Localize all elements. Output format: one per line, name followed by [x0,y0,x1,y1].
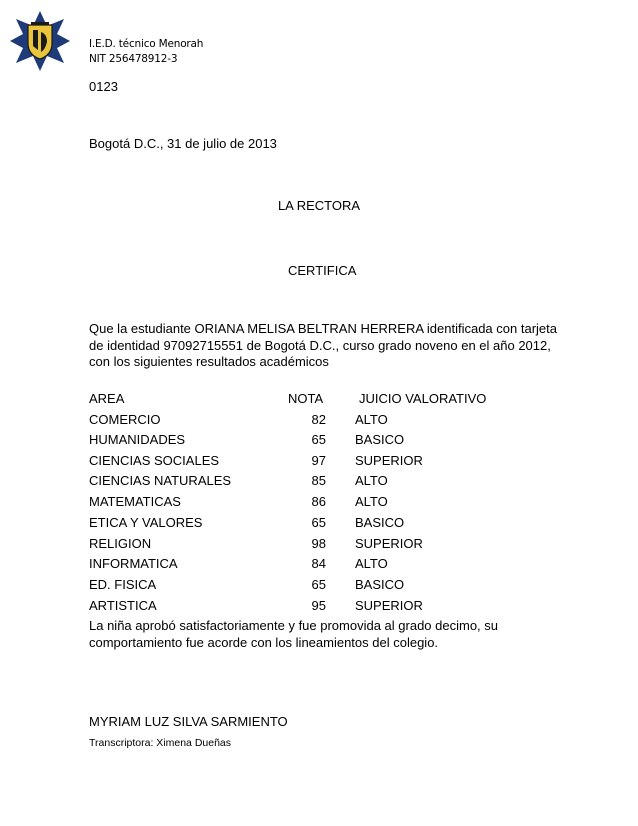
row-juicio: ALTO [355,494,388,509]
row-area: COMERCIO [89,412,161,427]
row-area: ED. FISICA [89,577,157,592]
table-row [89,515,559,535]
row-area: CIENCIAS NATURALES [89,473,232,488]
row-nota: 65 [311,515,326,530]
row-nota: 65 [311,432,326,447]
document-reference: 0123 [89,79,118,94]
table-row [89,536,559,556]
row-area: ARTISTICA [89,598,157,613]
row-nota: 97 [311,453,326,468]
row-area: RELIGION [89,536,152,551]
row-area: MATEMATICAS [89,494,181,509]
table-row [89,494,559,514]
row-area: ETICA Y VALORES [89,515,203,530]
row-area: CIENCIAS SOCIALES [89,453,220,468]
row-juicio: BASICO [355,432,405,447]
closing-paragraph: La niña aprobó satisfactoriamente y fue promovida al grado decimo, su comportamiento fue acorde con los lineamientos del colegio. [89,618,499,650]
header-nota: NOTA [288,391,324,406]
table-row [89,556,559,576]
row-juicio: SUPERIOR [355,453,423,468]
row-juicio: BASICO [355,515,405,530]
row-nota: 85 [311,473,326,488]
row-nota: 82 [311,412,326,427]
date-line: Bogotá D.C., 31 de julio de 2013 [89,136,277,151]
intro-paragraph: Que la estudiante ORIANA MELISA BELTRAN HERRERA identificada con tarjeta de identidad 97092715551 de Bogotá D.C., curso grado noveno en el año 2012, con los siguientes resultados académicos [89,321,557,369]
institution-nit: NIT 256478912-3 [89,53,178,65]
row-juicio: SUPERIOR [355,598,423,613]
row-juicio: ALTO [355,412,388,427]
transcriber-note: Transcriptora: Ximena Dueñas [89,737,232,749]
row-nota: 86 [311,494,326,509]
table-row [89,432,559,452]
issuer-title: LA RECTORA [277,198,361,213]
signature-name: MYRIAM LUZ SILVA SARMIENTO [89,714,288,729]
row-juicio: ALTO [355,473,388,488]
header-area: AREA [89,391,125,406]
row-nota: 84 [311,556,326,571]
grades-table-header [89,391,559,411]
row-nota: 65 [311,577,326,592]
table-row [89,598,559,618]
certifica-heading: CERTIFICA [288,263,357,278]
table-row [89,473,559,493]
table-row [89,577,559,597]
row-area: INFORMATICA [89,556,178,571]
row-nota: 95 [311,598,326,613]
row-area: HUMANIDADES [89,432,186,447]
row-juicio: SUPERIOR [355,536,423,551]
table-row [89,412,559,432]
header-juicio: JUICIO VALORATIVO [359,391,487,406]
table-row [89,453,559,473]
row-juicio: ALTO [355,556,388,571]
row-juicio: BASICO [355,577,405,592]
school-logo [9,10,71,72]
row-nota: 98 [311,536,326,551]
institution-name: I.E.D. técnico Menorah [89,38,204,50]
